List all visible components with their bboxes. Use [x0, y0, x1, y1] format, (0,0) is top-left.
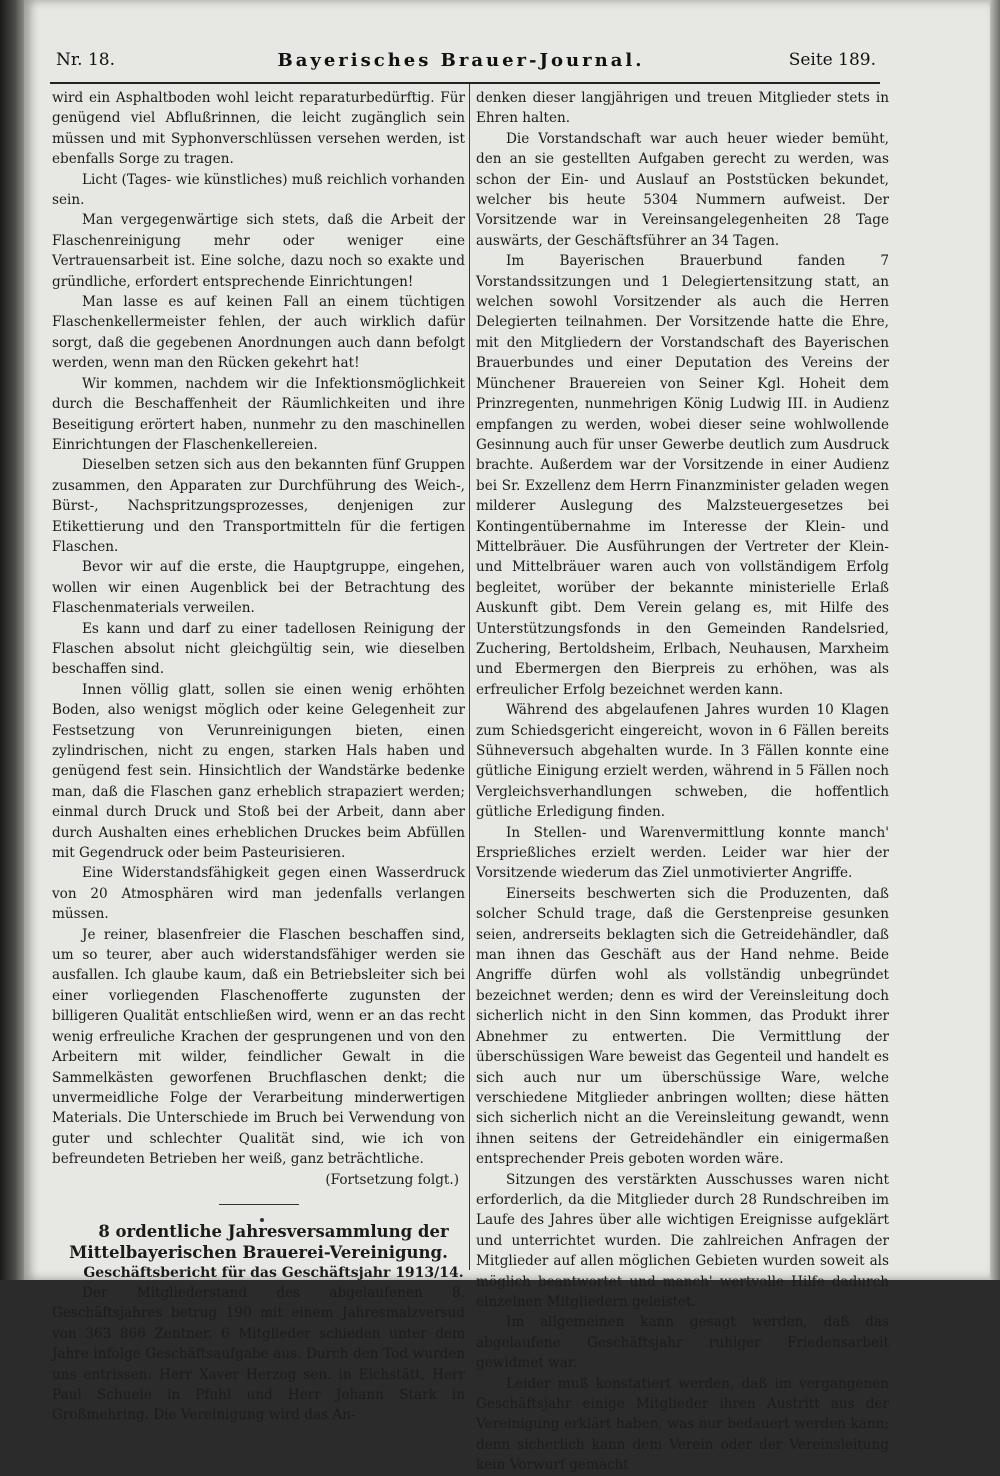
paragraph: Der Mitgliederstand des abgelaufenen 8. Geschäftsjahres betrug 190 mit einem Jahresmalzversud von 363 866 Zentner. 6 Mitglieder schieden unter dem Jahre infolge Geschäftsaufgabe aus. Durch den Tod wurden uns entrissen: Herr Xaver Herzog sen. in Eichstätt, Herr Paul Schuele in Pfuhl und Herr Johann Stark in Großmehring. Die Vereinigung wird das An- — [52, 1284, 465, 1424]
page-edge — [990, 0, 1000, 1280]
paragraph: Es kann und darf zu einer tadellosen Reinigung der Flaschen absolut nicht gleichgültig sein, wie dieselben beschaffen sind. — [52, 620, 465, 678]
paragraph: Je reiner, blasenfreier die Flaschen beschaffen sind, um so teurer, aber auch widerstandsfähiger werden sie ausfallen. Ich glaube kaum, daß ein Betriebsleiter sich bei einer vorliegenden Flaschenofferte zugunsten der billigeren Qualität entschließen wird, wenn er an das recht wenig erfreuliche Krachen der gesprungenen und von den Arbeitern mit wilder, feindlicher Gewalt in die Sammelkästen geworfenen Bruchflaschen denkt; die unvermeidliche Folge der Verarbeitung minderwertigen Materials. Die Unterschiede im Bruch bei Verwendung von guter und schlechter Qualität sind, wie ich von befreundeten Betrieben her weiß, ganz beträchtliche. — [52, 926, 465, 1168]
paragraph: Eine Widerstandsfähigkeit gegen einen Wasserdruck von 20 Atmosphären wird man jedenfalls verlangen müssen. — [52, 865, 465, 923]
ink-speck — [260, 1218, 264, 1222]
binding-spine — [0, 0, 24, 1280]
left-column — [52, 88, 465, 1424]
paragraph: Die Vorstandschaft war auch heuer wieder bemüht, den an sie gestellten Aufgaben gerecht zu werden, was schon der Ein- und Auslauf an Poststücken bekundet, welcher bis heute 5304 Nummern aufweist. Der Vorsitzende war in Vereinsangelegenheiten 28 Tage auswärts, der Geschäftsführer an 34 Tagen. — [476, 130, 889, 249]
paragraph: Wir kommen, nachdem wir die Infektionsmöglichkeit durch die Beschaffenheit der Räumlichkeiten und ihre Beseitigung erörtert haben, nunmehr zu den maschinellen Einrichtungen der Flaschenkellereien. — [52, 375, 465, 453]
section-subtitle: Geschäftsbericht für das Geschäftsjahr 1913/14. — [83, 1264, 464, 1281]
paragraph: In Stellen- und Warenvermittlung konnte manch' Ersprießliches erzielt werden. Leider war hier der Vorsitzende wiederum das Ziel unmotivierter Angriffe. — [476, 824, 889, 882]
page-number: Seite 189. — [788, 50, 876, 70]
right-column — [476, 88, 889, 1474]
journal-title: Bayerisches Brauer-Journal. — [277, 50, 645, 71]
paragraph: Sitzungen des verstärkten Ausschusses waren nicht erforderlich, da die Mitglieder durch 28 Rundschreiben im Laufe des Jahres über alle wichtigen Ereignisse aufgeklärt und unterrichtet wurden. Die zahlreichen Anfragen der Mitglieder auf allen möglichen Gebieten wurden soweit als möglich beantwortet und manch' wertvolle Hilfe dadurch einzelnen Mitgliedern geleistet. — [476, 1171, 889, 1310]
continuation-note: (Fortsetzung folgt.) — [325, 1171, 459, 1188]
paragraph: Leider muß konstatiert werden, daß im vergangenen Geschäftsjahr einige Mitglieder ihren Austritt aus der Vereinigung erklärt haben, was nur bedauert werden kann; denn sicherlich kann dem Verein oder der Vereinsleitung kein Vorwurf gemacht — [476, 1375, 889, 1474]
paragraph: Man vergegenwärtige sich stets, daß die Arbeit der Flaschenreinigung mehr oder weniger eine Vertrauensarbeit ist. Eine solche, dazu noch so exakte und gründliche, erfordert entsprechende Einrichtungen! — [52, 212, 465, 290]
paragraph: Innen völlig glatt, sollen sie einen wenig erhöhten Boden, also wenigst möglich oder keine Gelegenheit zur Festsetzung von Verunreinigungen bieten, einen zylindrischen, nicht zu engen, starken Hals haben und genügend fest sein. Hinsichtlich der Wandstärke bedenke man, daß die Flaschen ganz erheblich strapaziert werden; einmal durch Druck und Stoß bei der Arbeit, dann aber durch Aushalten eines erheblichen Druckes beim Abfüllen mit Gegendruck oder beim Pasteurisieren. — [52, 681, 465, 862]
header-rule — [50, 82, 880, 84]
paragraph: Einerseits beschwerten sich die Produzenten, daß solcher Schuld trage, daß die Gerstenpreise gesunken seien, andrerseits beklagten sich die Getreidehändler, daß man ihnen das Geschäft aus der Hand nehme. Beide Angriffe dürfen wohl als vollständig unbegründet bezeichnet werden; denn es wird der Vereinsleitung doch sicherlich nicht in den Sinn kommen, das Produkt ihrer Abnehmer zu entwerten. Die Vermittlung der überschüssigen Ware beweist das Gegenteil und handelt es sich auch nur um überschüssige Ware, welche verschiedene Mitglieder anbringen wollten; diese hätten sich sicherlich nicht an die Vereinsleitung gewandt, wenn ihnen seitens der Getreidehändler ein einigermaßen entsprechender Preis geboten worden wäre. — [476, 885, 889, 1168]
section-title: 8 ordentliche Jahresversammlung der Mittelbayerischen Brauerei-Vereinigung. — [69, 1221, 449, 1262]
paragraph: Im Bayerischen Brauerbund fanden 7 Vorstandssitzungen und 1 Delegiertensitzung statt, an welchen sowohl Vorsitzender als auch die Herren Delegierten teilnahmen. Der Vorsitzende hatte die Ehre, mit den Mitgliedern der Vorstandschaft des Bayerischen Brauerbundes und einer Deputation des Vereins der Münchener Brauereien von Seiner Kgl. Hoheit dem Prinzregenten, nunmehrigen König Ludwig III. in Audienz empfangen zu werden, wobei dieser seine wohlwollende Gesinnung auch für unser Gewerbe deutlich zum Ausdruck brachte. Außerdem war der Vorsitzende in einer Audienz bei Sr. Exzellenz dem Herrn Finanzminister geladen wegen milderer Auslegung des Malzsteuergesetzes bei Kontingentübernahme im Interesse der Klein- und Mittelbräuer. Die Ausführungen der Vertreter der Klein- und Mittelbräuer waren auch von vollständigem Erfolg begleitet, worüber der bekannte ministerielle Erlaß Auskunft gibt. Dem Verein gelang es, mit Hilfe des Unterstützungsfonds in den Gemeinden Randelsried, Zuchering, Bertoldsheim, Erlbach, Neuhausen, Marxheim und Ebermergen den Bierpreis zu erhöhen, was als erfreulicher Erfolg bezeichnet werden kann. — [476, 253, 889, 698]
issue-number: Nr. 18. — [56, 50, 115, 70]
page-header — [46, 50, 876, 78]
paragraph: Man lasse es auf keinen Fall an einem tüchtigen Flaschenkellermeister fehlen, der auch wirklich dafür sorgt, daß die gegebenen Anordnungen auch dann befolgt werden, wenn man den Rücken gekehrt hat! — [52, 294, 465, 372]
paragraph: wird ein Asphaltboden wohl leicht reparaturbedürftig. Für genügend viel Abflußrinnen, die leicht zugänglich sein müssen und mit Syphonverschlüssen versehen werden, ist ebenfalls Sorge zu tragen. — [52, 90, 465, 168]
paragraph: Im allgemeinen kann gesagt werden, daß das abgelaufene Geschäftsjahr ruhiger Friedensarbeit gewidmet war. — [476, 1314, 889, 1372]
paragraph: Licht (Tages- wie künstliches) muß reichlich vorhanden sein. — [52, 171, 465, 209]
section-divider — [219, 1204, 299, 1205]
column-divider — [469, 84, 470, 1270]
paragraph: Bevor wir auf die erste, die Hauptgruppe, eingehen, wollen wir einen Augenblick bei der Betrachtung des Flaschenmaterials verweilen. — [52, 559, 465, 617]
paragraph: Während des abgelaufenen Jahres wurden 10 Klagen zum Schiedsgericht eingereicht, wovon in 6 Fällen bereits Sühneversuch abgehalten wurde. In 3 Fällen konnte eine gütliche Einigung erzielt werden, während in 5 Fällen noch Vergleichsverhandlungen schweben, die hoffentlich gütliche Erledigung finden. — [476, 702, 889, 821]
paragraph: Dieselben setzen sich aus den bekannten fünf Gruppen zusammen, den Apparaten zur Durchführung des Weich-, Bürst-, Nachspritzungsprozesses, denjenigen zur Etikettierung und den Transportmitteln für die fertigen Flaschen. — [52, 457, 465, 555]
paragraph: denken dieser langjährigen und treuen Mitglieder stets in Ehren halten. — [476, 90, 889, 127]
